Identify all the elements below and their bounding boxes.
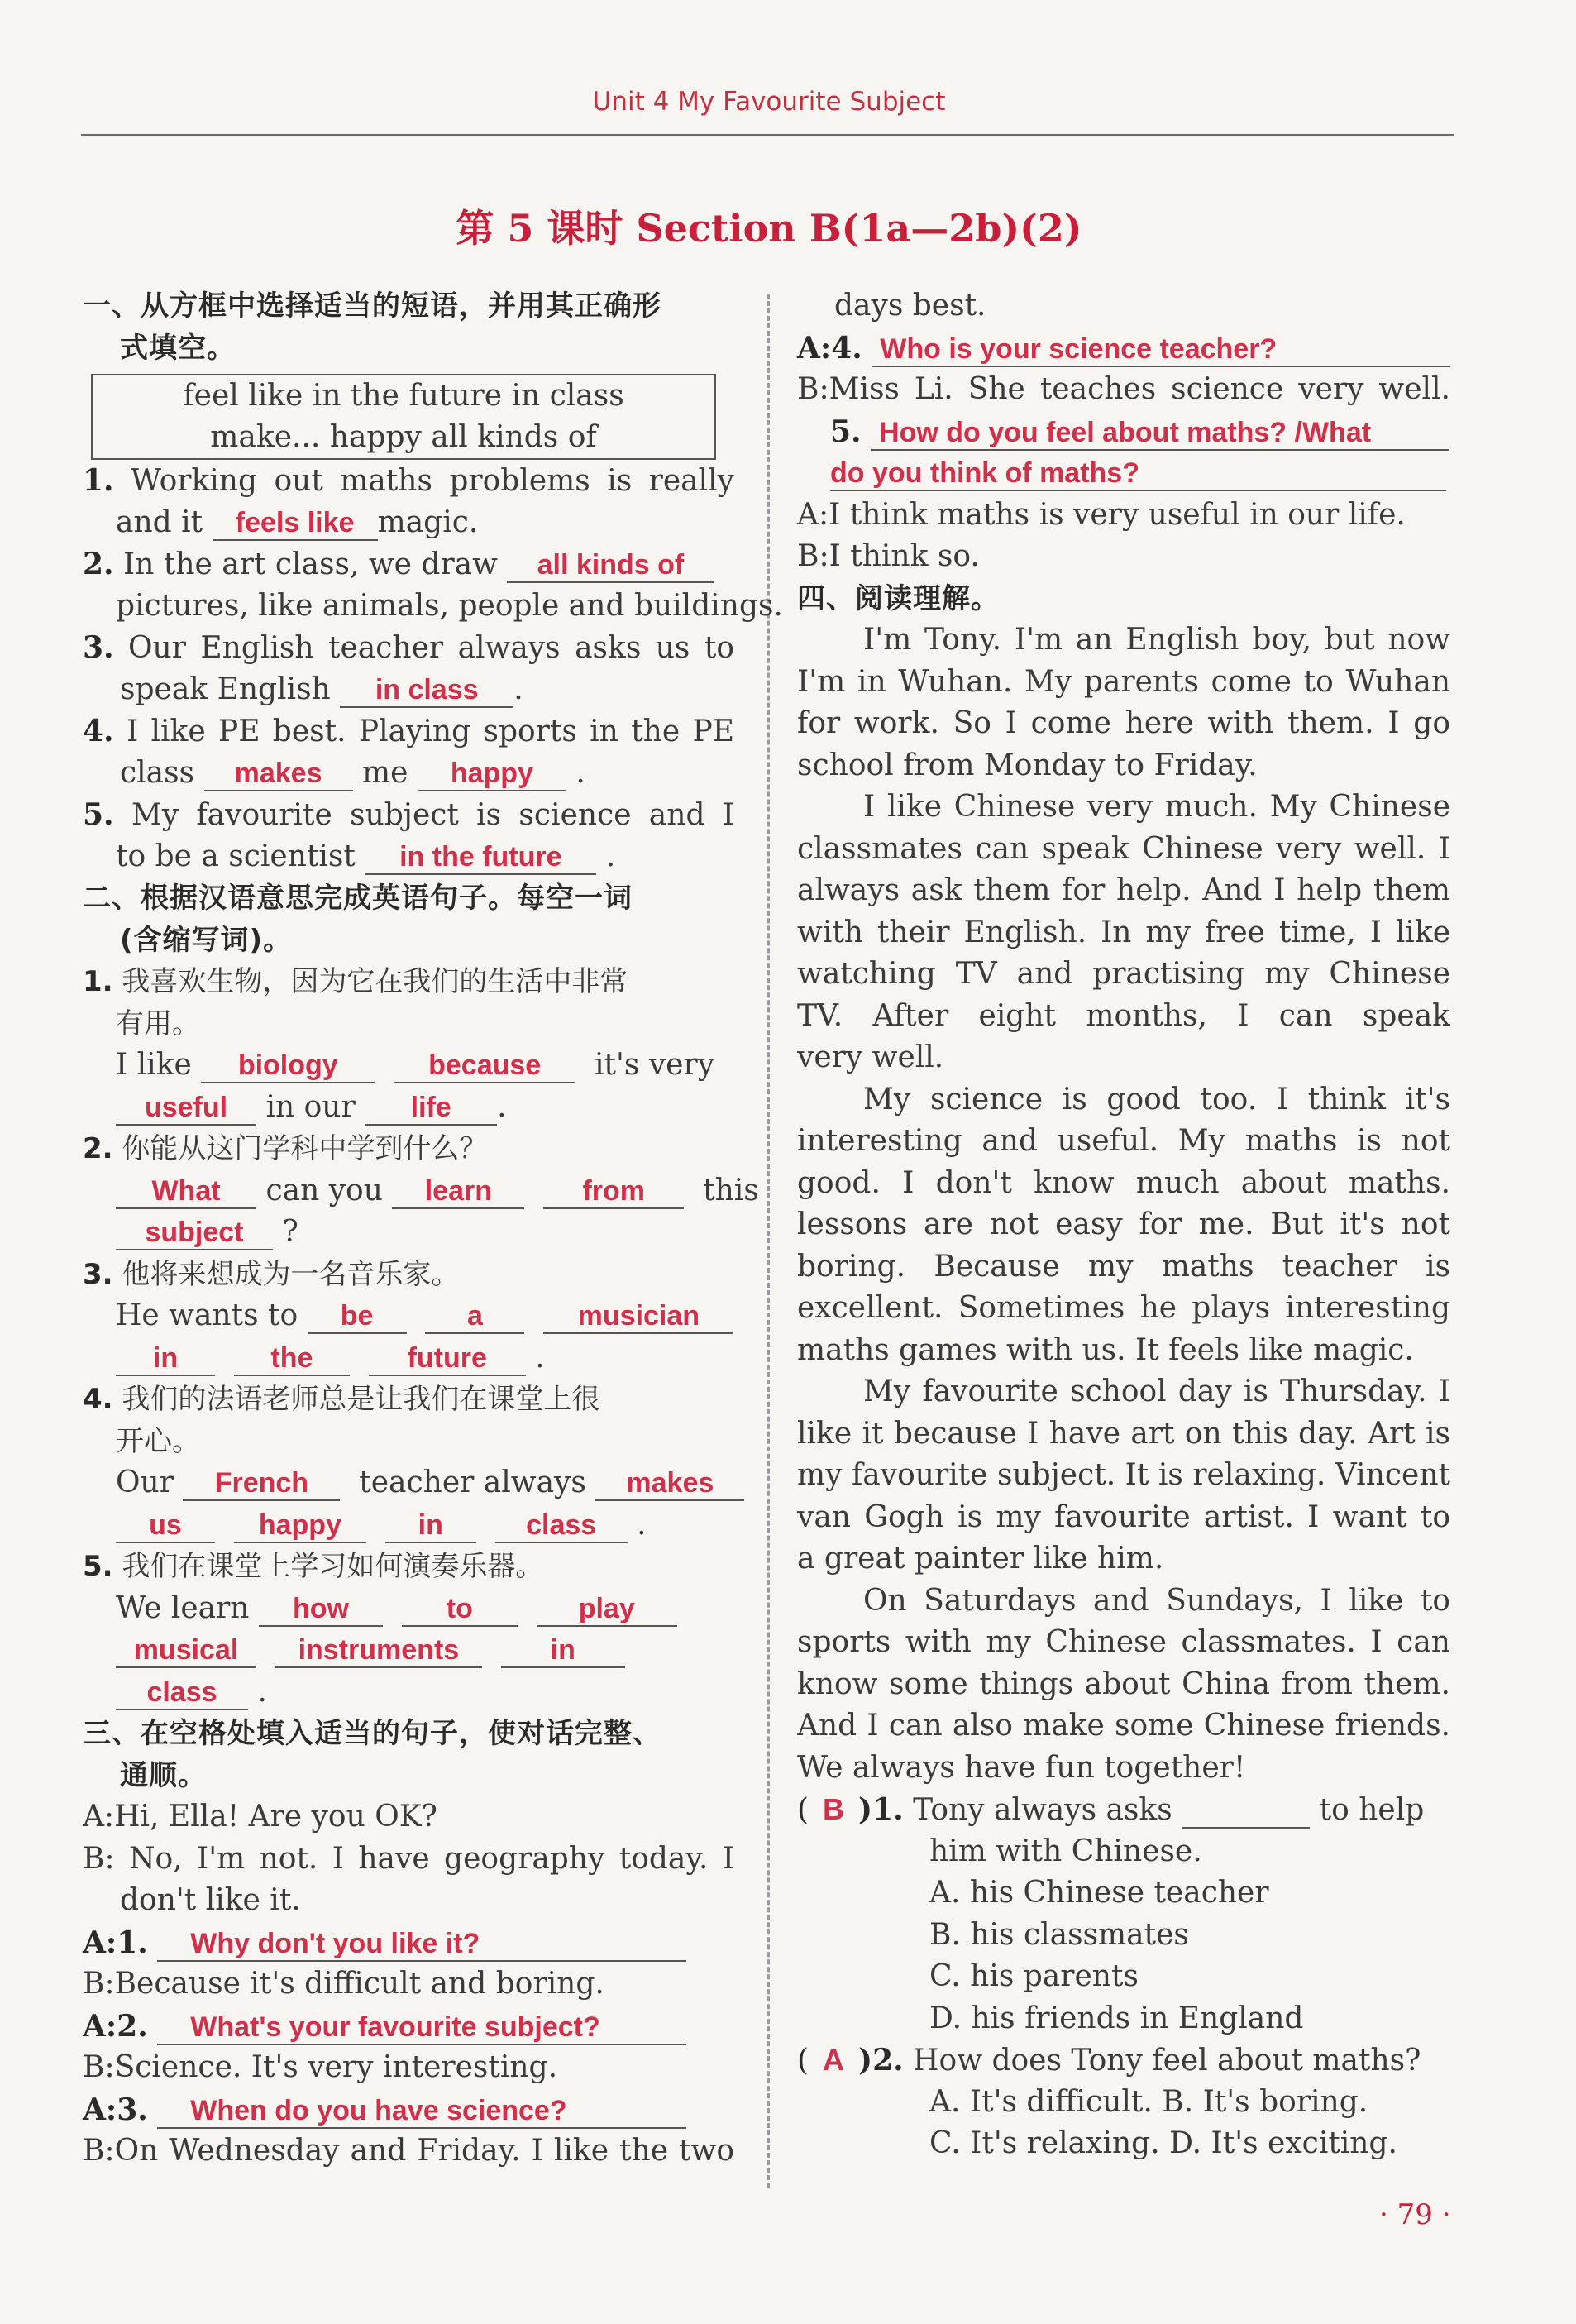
- passage-line: sports with my Chinese classmates. I can: [797, 1625, 1450, 1659]
- s1-item4-line1: 4. I like PE best. Playing sports in the PE: [83, 714, 734, 748]
- answer-blank[interactable]: in: [501, 1633, 625, 1668]
- dialog-line: days best.: [834, 289, 986, 323]
- passage-line: school from Monday to Friday.: [797, 748, 1258, 782]
- answer-blank[interactable]: be: [308, 1299, 407, 1334]
- phrase-box-row2: make... happy all kinds of: [210, 420, 597, 454]
- passage-line: classmates can speak Chinese very well. I: [797, 831, 1450, 866]
- answer-blank[interactable]: Why don't you like it?: [157, 1927, 686, 1962]
- passage-line: My science is good too. I think it's: [863, 1082, 1450, 1117]
- passage-line: And I can also make some Chinese friends.: [797, 1709, 1450, 1743]
- answer-blank[interactable]: instruments: [275, 1633, 482, 1668]
- reading-q1-option-a[interactable]: A. his Chinese teacher: [929, 1876, 1269, 1910]
- section1-heading: 一、从方框中选择适当的短语，并用其正确形: [83, 289, 661, 323]
- s2-item1-en1: I like biology because it's very: [116, 1048, 715, 1082]
- passage-line: TV. After eight months, I can speak: [797, 998, 1450, 1033]
- s1-item2-line2: pictures, like animals, people and buildings.: [116, 588, 783, 623]
- passage-line: boring. Because my maths teacher is: [797, 1249, 1450, 1284]
- s2-item2-en1: What can you learn from this: [83, 1170, 734, 1212]
- passage-line: my favourite subject. It is relaxing. Vincent: [797, 1458, 1450, 1492]
- answer-blank[interactable]: [1182, 1794, 1310, 1829]
- section2-heading-cont: (含缩写词)。: [120, 923, 293, 957]
- dialog-line: B:Because it's difficult and boring.: [83, 1967, 604, 2001]
- s2-item4-zh: 4. 我们的法语老师总是让我们在课堂上很: [83, 1383, 600, 1416]
- passage-line: know some things about China from them.: [797, 1666, 1450, 1701]
- answer-blank[interactable]: how: [259, 1592, 383, 1627]
- answer-blank[interactable]: How do you feel about maths? /What: [871, 416, 1449, 451]
- dialog-line: A:I think maths is very useful in our life.: [797, 497, 1406, 532]
- answer-blank[interactable]: life: [365, 1091, 497, 1126]
- answer-blank[interactable]: musician: [543, 1299, 733, 1334]
- reading-q1-cont: him with Chinese.: [929, 1834, 1202, 1868]
- lesson-title: 第 5 课时 Section B(1a—2b)(2): [456, 206, 1082, 251]
- dialog-q4: A:4. Who is your science teacher?: [797, 328, 1450, 370]
- s2-item3-zh: 3. 他将来想成为一名音乐家。: [83, 1257, 460, 1291]
- s2-item5-zh: 5. 我们在课堂上学习如何演奏乐器。: [83, 1550, 544, 1583]
- answer-blank[interactable]: happy: [418, 757, 566, 791]
- answer-blank[interactable]: useful: [116, 1091, 256, 1126]
- passage-line: maths games with us. It feels like magic.: [797, 1332, 1414, 1367]
- left-column: [83, 285, 783, 2173]
- passage-line: with their English. In my free time, I like: [797, 915, 1450, 949]
- s1-item1-line1: 1. Working out maths problems is really: [83, 463, 734, 498]
- passage-line: watching TV and practising my Chinese: [797, 957, 1450, 991]
- reading-q1-option-d[interactable]: D. his friends in England: [929, 2001, 1304, 2035]
- answer-blank[interactable]: French: [183, 1466, 340, 1501]
- s1-item5-line1: 5. My favourite subject is science and I: [83, 797, 734, 832]
- dialog-line: B: No, I'm not. I have geography today. I: [83, 1841, 734, 1876]
- header-rule: [81, 134, 1454, 136]
- section4-heading: 四、阅读理解。: [797, 581, 1000, 615]
- dialog-line: B:On Wednesday and Friday. I like the two: [83, 2134, 734, 2168]
- answer-blank[interactable]: feels like: [213, 506, 378, 541]
- dialog-line: don't like it.: [120, 1883, 301, 1917]
- passage-line: lessons are not easy for me. But it's not: [797, 1207, 1450, 1241]
- s1-item2-line1: 2. In the art class, we draw all kinds of: [83, 543, 734, 586]
- s1-item3-line1: 3. Our English teacher always asks us to: [83, 630, 734, 665]
- answer-blank[interactable]: Who is your science teacher?: [872, 332, 1450, 367]
- section3-heading-cont: 通顺。: [120, 1758, 207, 1792]
- s2-item3-en2: in the future .: [83, 1337, 734, 1380]
- reading-q1-option-c[interactable]: C. his parents: [929, 1959, 1139, 1993]
- choice-answer[interactable]: A: [823, 2043, 845, 2077]
- passage-line: I like Chinese very much. My Chinese: [863, 790, 1450, 824]
- answer-blank[interactable]: a: [425, 1299, 524, 1334]
- s2-item3-en1: He wants to be a musician: [83, 1295, 734, 1337]
- passage-line: a great painter like him.: [797, 1542, 1164, 1576]
- s1-item5-line2: to be a scientist in the future .: [116, 839, 616, 873]
- s2-item5-en2: [83, 1629, 734, 1671]
- answer-blank[interactable]: play: [537, 1592, 677, 1627]
- s2-item4-zh-cont: 开心。: [116, 1424, 200, 1458]
- answer-blank[interactable]: in: [385, 1509, 476, 1543]
- answer-blank[interactable]: us: [116, 1509, 215, 1543]
- s2-item2-en2: subject ?: [83, 1212, 734, 1254]
- reading-q2-options-cd[interactable]: C. It's relaxing. D. It's exciting.: [929, 2126, 1397, 2160]
- passage-line: I'm Tony. I'm an English boy, but now: [863, 623, 1450, 657]
- reading-q1-option-b[interactable]: B. his classmates: [929, 1917, 1189, 1952]
- answer-blank[interactable]: What's your favourite subject?: [157, 2011, 686, 2045]
- dialog-q3: A:3. When do you have science?: [83, 2089, 734, 2131]
- answer-blank[interactable]: learn: [392, 1174, 524, 1209]
- answer-blank[interactable]: to: [402, 1592, 518, 1627]
- dialog-line: B:I think so.: [797, 539, 980, 573]
- answer-blank[interactable]: in the future: [365, 840, 596, 875]
- s2-item1-zh-cont: 有用。: [116, 1007, 200, 1040]
- reading-q2: ( A )2. How does Tony feel about maths?: [797, 2039, 1450, 2082]
- passage-line: for work. So I come here with them. I go: [797, 706, 1450, 740]
- s2-item5-en3: class .: [83, 1671, 734, 1714]
- reading-q2-options-ab[interactable]: A. It's difficult. B. It's boring.: [929, 2084, 1368, 2119]
- s2-item4-en1: Our French teacher always makes: [83, 1462, 734, 1504]
- answer-blank[interactable]: all kinds of: [507, 548, 714, 583]
- section3-heading: 三、在空格处填入适当的句子，使对话完整、: [83, 1717, 661, 1750]
- dialog-q5: 5. How do you feel about maths? /What: [797, 411, 1450, 453]
- passage-line: good. I don't know much about maths.: [797, 1165, 1450, 1200]
- column-divider: [767, 294, 770, 2188]
- passage-line: I'm in Wuhan. My parents come to Wuhan: [797, 664, 1450, 699]
- choice-answer[interactable]: B: [823, 1792, 845, 1826]
- answer-blank[interactable]: because: [394, 1049, 575, 1083]
- passage-line: On Saturdays and Sundays, I like to: [863, 1583, 1450, 1618]
- s2-item1-zh: 1. 我喜欢生物，因为它在我们的生活中非常: [83, 965, 628, 998]
- s2-item5-en1: We learn how to play: [83, 1588, 734, 1630]
- right-column: [797, 285, 1450, 2165]
- passage-line: My favourite school day is Thursday. I: [863, 1375, 1450, 1408]
- dialog-line: A:Hi, Ella! Are you OK?: [83, 1800, 437, 1834]
- answer-blank[interactable]: class: [116, 1676, 248, 1710]
- phrase-box-row1: feel like in the future in class: [183, 379, 624, 413]
- answer-blank[interactable]: from: [543, 1174, 684, 1209]
- dialog-line: B:Miss Li. She teaches science very well.: [797, 372, 1450, 406]
- answer-blank[interactable]: When do you have science?: [157, 2094, 686, 2129]
- page-number: · 79 ·: [1379, 2198, 1451, 2231]
- answer-blank[interactable]: future: [369, 1341, 526, 1376]
- phrase-box: [91, 374, 716, 460]
- s2-item2-zh: 2. 你能从这门学科中学到什么？: [83, 1132, 488, 1165]
- section2-heading: 二、根据汉语意思完成英语句子。每空一词: [83, 882, 633, 915]
- passage-line: We always have fun together!: [797, 1750, 1246, 1785]
- answer-blank[interactable]: musical: [116, 1633, 256, 1668]
- answer-blank[interactable]: class: [495, 1509, 628, 1543]
- answer-blank[interactable]: subject: [116, 1216, 273, 1250]
- s2-item4-en2: us happy in class .: [83, 1504, 734, 1547]
- reading-q1: ( B )1. Tony always asks to help: [797, 1789, 1450, 1831]
- s1-item4-line2: class makes me happy .: [120, 755, 585, 790]
- passage-line: like it because I have art on this day. Art is: [797, 1416, 1450, 1451]
- answer-blank[interactable]: biology: [201, 1049, 375, 1083]
- passage-line: interesting and useful. My maths is not: [797, 1124, 1450, 1158]
- passage-line: very well.: [797, 1040, 944, 1074]
- running-header: Unit 4 My Favourite Subject: [592, 87, 946, 117]
- dialog-q5-cont: [797, 452, 1450, 495]
- section1-heading-cont: 式填空。: [120, 331, 236, 365]
- answer-blank[interactable]: What: [116, 1174, 256, 1209]
- answer-blank[interactable]: the: [234, 1341, 350, 1376]
- s1-item3-line2: speak English in class .: [120, 672, 523, 706]
- answer-blank[interactable]: makes: [204, 757, 353, 791]
- answer-blank[interactable]: in: [116, 1341, 215, 1376]
- answer-blank[interactable]: do you think of maths?: [830, 457, 1446, 491]
- reading-passage: [797, 619, 1450, 1789]
- answer-blank[interactable]: happy: [234, 1509, 366, 1543]
- answer-blank[interactable]: in class: [340, 673, 513, 708]
- s1-item1-line2: and it feels like magic.: [116, 504, 479, 539]
- answer-blank[interactable]: makes: [595, 1466, 744, 1501]
- s2-item1-en2: useful in our life .: [83, 1087, 734, 1129]
- dialog-line: B:Science. It's very interesting.: [83, 2050, 558, 2084]
- dialog-q2: A:2. What's your favourite subject?: [83, 2006, 734, 2048]
- passage-line: van Gogh is my favourite artist. I want to: [797, 1499, 1450, 1534]
- passage-line: always ask them for help. And I help them: [797, 873, 1450, 907]
- dialog-q1: A:1. Why don't you like it?: [83, 1922, 734, 1964]
- passage-line: excellent. Sometimes he plays interesting: [797, 1291, 1450, 1325]
